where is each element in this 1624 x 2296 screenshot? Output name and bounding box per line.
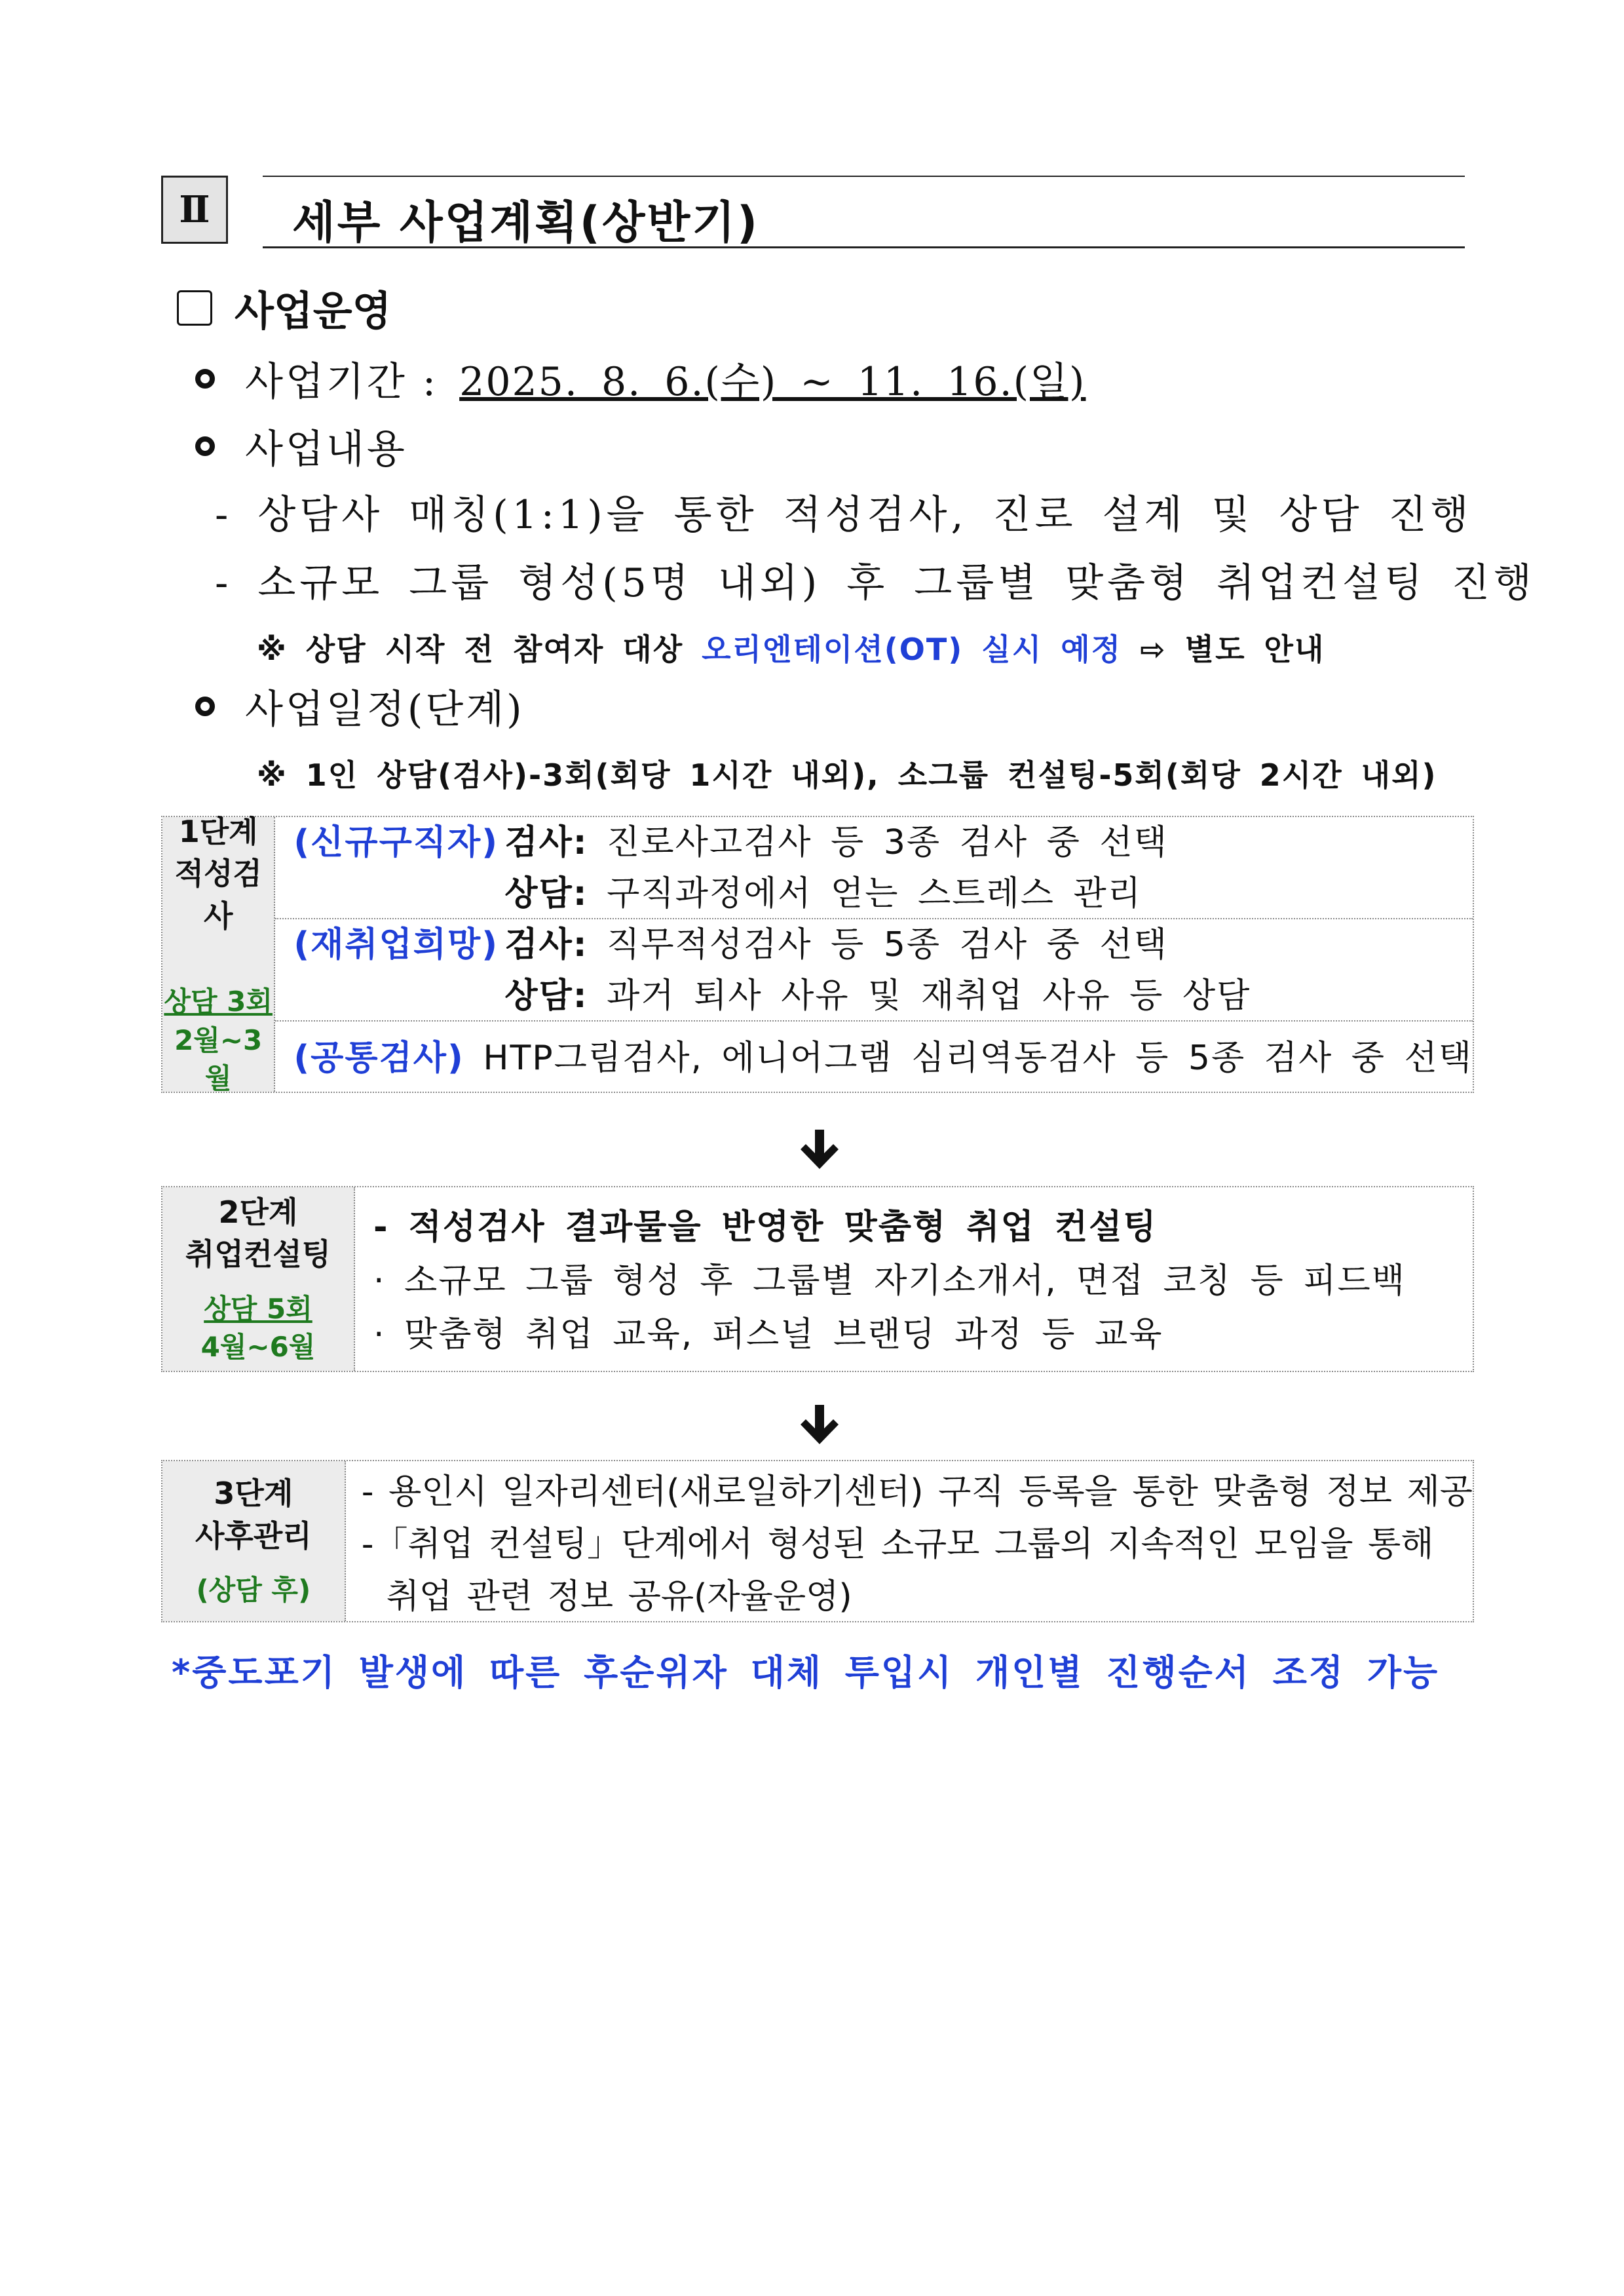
stage-1-step: 1단계 (178, 813, 258, 849)
stage-3-item: 취업 관련 정보 공유(자율운영) (386, 1577, 852, 1617)
footnote: *중도포기 발생에 따른 후순위자 대체 투입시 개인별 진행순서 조정 가능 (172, 1652, 1440, 1693)
stage-1-new-seeker (275, 817, 1473, 919)
schedule-label: 사업일정(단계) (245, 687, 525, 733)
reemployment-tag: (재취업희망) (293, 925, 499, 965)
period-label: 사업기간 : (245, 359, 439, 405)
checkbox-icon (177, 290, 212, 326)
subsection-title: 사업운영 (235, 287, 392, 335)
ring-bullet-icon (195, 436, 215, 456)
subsection-heading (177, 278, 392, 337)
stage-1-body (275, 817, 1473, 1092)
consult-label: 상담: (504, 976, 588, 1016)
stage-2-headline: - 적성검사 결과물을 반영한 맞춤형 취업 컨설팅 (373, 1208, 1158, 1247)
stage-1-months: 2월~3월 (174, 1024, 263, 1095)
stage-3-table (161, 1460, 1474, 1622)
ring-bullet-icon (195, 697, 215, 716)
heading-rule-top (263, 176, 1465, 177)
section-number-box: Ⅱ (161, 176, 228, 244)
stage-3-body (346, 1461, 1473, 1621)
common-text: HTP그림검사, 에니어그램 심리역동검사 등 5종 검사 중 선택 (483, 1038, 1473, 1078)
stage-2-count: 상담 5회 (204, 1292, 312, 1325)
schedule-row (195, 678, 525, 735)
section-title: 세부 사업계획(상반기) (292, 197, 760, 249)
reemployment-consult: 과거 퇴사 사유 및 재취업 사유 등 상담 (607, 976, 1251, 1016)
stage-2-months: 4월~6월 (200, 1331, 316, 1364)
test-label: 검사: (504, 823, 588, 862)
ot-note (257, 626, 1325, 669)
stage-1-reemployment (275, 919, 1473, 1022)
stage-2-item: · 소규모 그룹 형성 후 그룹별 자기소개서, 면접 코칭 등 피드백 (373, 1261, 1406, 1301)
schedule-note: ※ 1인 상담(검사)-3회(회당 1시간 내외), 소그룹 컨설팅-5회(회당 2시간 내외) (257, 757, 1437, 793)
stage-3-name: 사후관리 (195, 1518, 312, 1554)
reemployment-test: 직무적성검사 등 5종 검사 중 선택 (607, 925, 1168, 965)
stage-2-body (355, 1187, 1473, 1371)
common-tag: (공통검사) (293, 1038, 464, 1078)
content-label: 사업내용 (245, 427, 407, 472)
ot-note-highlight: 오리엔테이션(OT) 실시 예정 (702, 632, 1122, 667)
stage-2-name: 취업컨설팅 (185, 1236, 331, 1272)
stage-2-label (162, 1187, 355, 1371)
stage-3-item: - 용인시 일자리센터(새로일하기센터) 구직 등록을 통한 맞춤형 정보 제공 (361, 1472, 1473, 1512)
content-item: - 상담사 매칭(1:1)을 통한 적성검사, 진로 설계 및 상담 진행 (215, 492, 1473, 538)
section-heading (161, 176, 1465, 250)
ot-note-prefix: ※ 상담 시작 전 참여자 대상 (257, 632, 702, 667)
heading-rule-bottom (263, 246, 1465, 248)
content-item: - 소규모 그룹 형성(5명 내외) 후 그룹별 맞춤형 취업컨설팅 진행 (215, 560, 1536, 606)
period-row (195, 351, 1086, 407)
stage-3-count: (상담 후) (196, 1573, 311, 1606)
test-label: 검사: (504, 925, 588, 965)
stage-1-count: 상담 3회 (164, 985, 273, 1018)
consult-label: 상담: (504, 874, 588, 913)
stage-2-table (161, 1186, 1474, 1372)
stage-3-step: 3단계 (214, 1476, 293, 1512)
ot-note-suffix: ⇨ 별도 안내 (1122, 632, 1325, 667)
stage-2-step: 2단계 (218, 1194, 298, 1230)
new-seeker-tag: (신규구직자) (293, 823, 499, 862)
content-row (195, 418, 407, 474)
stage-2-item: · 맞춤형 취업 교육, 퍼스널 브랜딩 과정 등 교육 (373, 1315, 1163, 1354)
down-arrow-icon (797, 1402, 842, 1448)
stage-1-label (162, 813, 275, 1095)
new-seeker-consult: 구직과정에서 얻는 스트레스 관리 (607, 874, 1142, 913)
ring-bullet-icon (195, 369, 215, 389)
stage-3-label (162, 1461, 346, 1621)
stage-3-item: -「취업 컨설팅」단계에서 형성된 소규모 그룹의 지속적인 모임을 통해 (361, 1525, 1434, 1564)
stage-1-table (161, 813, 1474, 1095)
stage-1-common (275, 1022, 1473, 1094)
new-seeker-test: 진로사고검사 등 3종 검사 중 선택 (607, 823, 1168, 862)
stage-2-meta (201, 1290, 316, 1368)
stage-1-meta (162, 983, 274, 1098)
period-value: 2025. 8. 6.(수) ~ 11. 16.(일) (459, 359, 1086, 405)
down-arrow-icon (797, 1127, 842, 1173)
stage-1-name: 적성검사 (174, 856, 262, 934)
